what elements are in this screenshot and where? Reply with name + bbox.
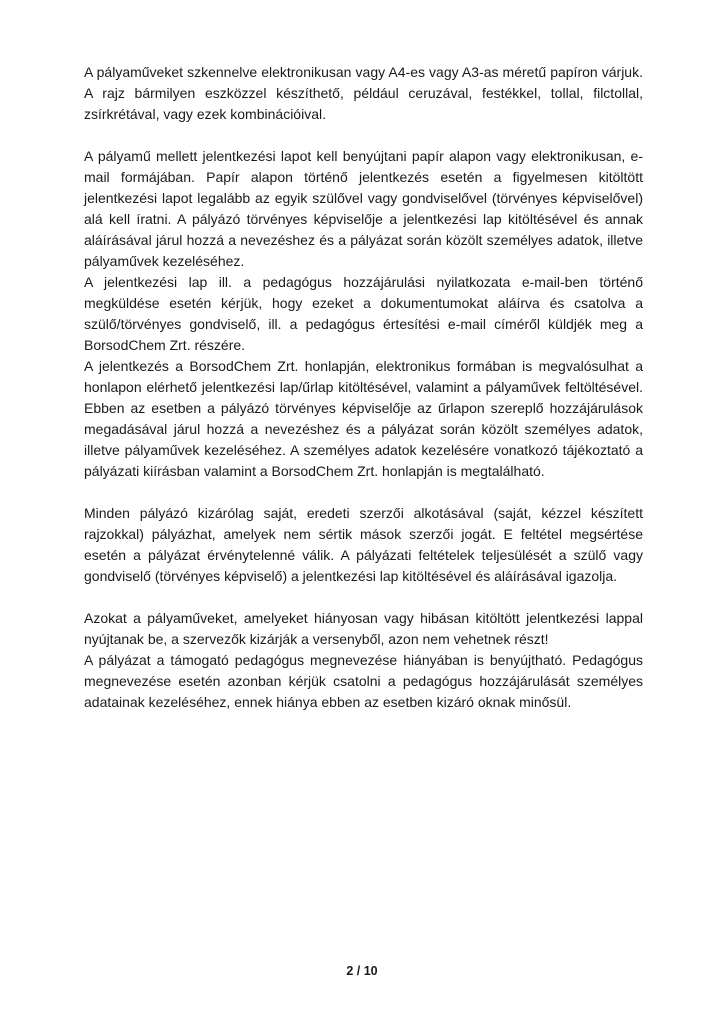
paragraph-original-work: Minden pályázó kizárólag saját, eredeti szerzői alkotásával (saját, kézzel készített rajzokkal) pályázhat, amelyek nem sértik mások szerzői jogát. E feltétel megsértése esetén a pályázat érvénytelenné válik. A pályázati feltételek teljesülését a szülő vagy gondviselő (törvényes képviselő) a jelentkezési lap kitöltésével és aláírásával igazolja. bbox=[84, 505, 643, 584]
paragraph-exclusion: Azokat a pályaműveket, amelyeket hiányosan vagy hibásan kitöltött jelentkezési lappal nyújtanak be, a szervezők kizárják a versenyből, azon nem vehetnek részt! bbox=[84, 610, 643, 647]
paragraph-online-submission: A jelentkezés a BorsodChem Zrt. honlapján, elektronikus formában is megvalósulhat a honlapon elérhető jelentkezési lap/űrlap kitöltésével, valamint a pályaművek feltöltésével. Ebben az esetben a pályázó törvényes képviselője az űrlapon szereplő hozzájárulások megadásával járul hozzá a nevezéshez és a pályázat során közölt személyes adatok, illetve pályaművek kezeléséhez. A személyes adatok kezelésére vonatkozó tájékoztató a pályázati kiírásban valamint a BorsodChem Zrt. honlapján is megtalálható. bbox=[84, 358, 643, 479]
paragraph-application-form: A pályamű mellett jelentkezési lapot kell benyújtani papír alapon vagy elektronikusan, e-mail formájában. Papír alapon történő jelentkezés esetén a figyelmesen kitöltött jelentkezési lapot legalább az egyik szülővel vagy gondviselővel (törvényes képviselővel) alá kell íratni. A pályázó törvényes képviselője a jelentkezési lap kitöltésével és annak aláírásával járul hozzá a nevezéshez és a pályázat során közölt személyes adatok, illetve pályaművek kezeléséhez. bbox=[84, 148, 643, 269]
page-number: 2 / 10 bbox=[346, 964, 378, 978]
paragraph-teacher-consent: A pályázat a támogató pedagógus megnevezése hiányában is benyújtható. Pedagógus megnevezése esetén azonban kérjük csatolni a pedagógus hozzájárulását személyes adatainak kezeléséhez, ennek hiánya ebben az esetben kizáró oknak minősül. bbox=[84, 652, 643, 710]
document-body bbox=[84, 62, 643, 713]
paragraph-submission-format: A pályaműveket szkennelve elektronikusan vagy A4-es vagy A3-as méretű papíron várjuk. A rajz bármilyen eszközzel készíthető, például ceruzával, festékkel, tollal, filctollal, zsírkrétával, vagy ezek kombinációival. bbox=[84, 64, 643, 122]
paragraph-email-submission: A jelentkezési lap ill. a pedagógus hozzájárulási nyilatkozata e-mail-ben történő megküldése esetén kérjük, hogy ezeket a dokumentumokat aláírva és csatolva a szülő/törvényes gondviselő, ill. a pedagógus értesítési e-mail címéről küldjék meg a BorsodChem Zrt. részére. bbox=[84, 274, 643, 353]
